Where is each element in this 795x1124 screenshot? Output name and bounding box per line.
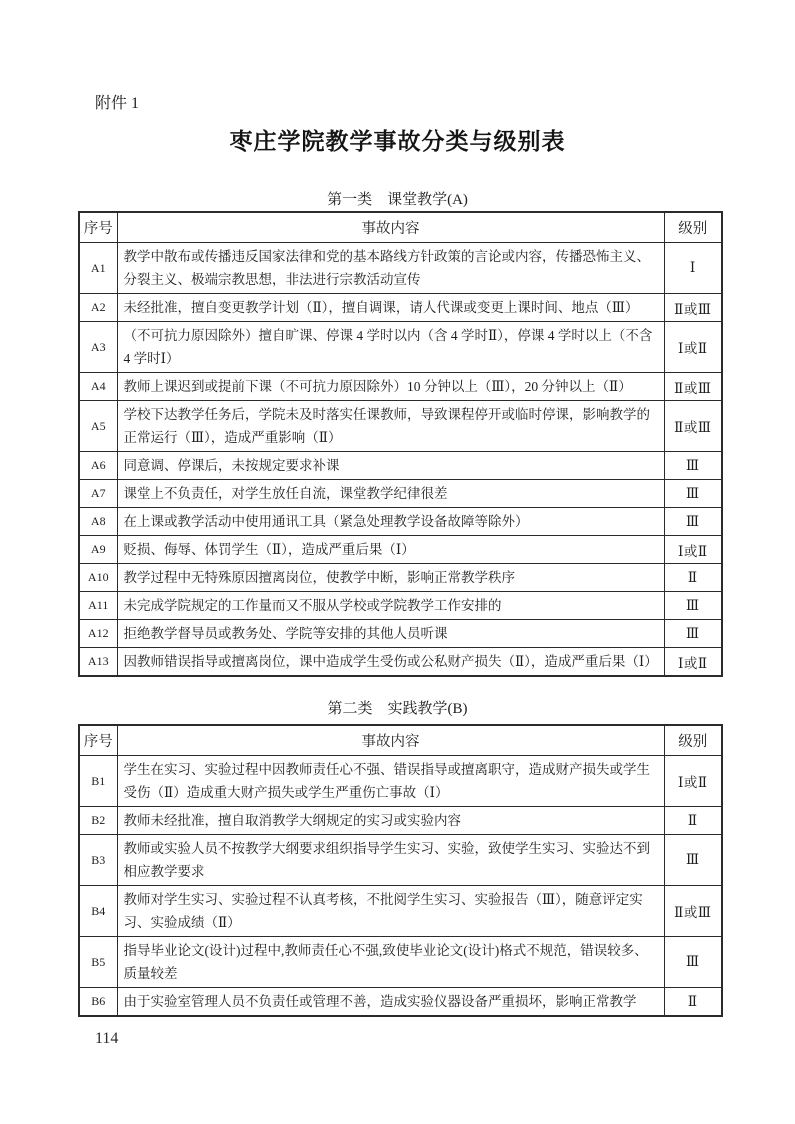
row-content: 同意调、停课后，未按规定要求补课: [117, 452, 664, 480]
row-id: B1: [79, 756, 117, 807]
row-id: B6: [79, 988, 117, 1017]
page-number: 114: [95, 1030, 119, 1047]
row-id: A5: [79, 401, 117, 452]
row-id: A9: [79, 536, 117, 564]
row-level: Ⅱ或Ⅲ: [664, 401, 722, 452]
row-id: A2: [79, 294, 117, 322]
header-seq-number: 序号: [79, 212, 117, 243]
row-content: 在上课或教学活动中使用通讯工具（紧急处理教学设备故障等除外）: [117, 508, 664, 536]
table-row: [79, 564, 722, 592]
table-row: [79, 886, 722, 937]
section-title-class-a: 第一类 课堂教学(A): [327, 192, 468, 208]
table-row: [79, 988, 722, 1017]
row-level: Ⅱ: [664, 988, 722, 1017]
table-header-row: [79, 725, 722, 756]
row-level: Ⅲ: [664, 480, 722, 508]
table-row: [79, 536, 722, 564]
row-level: Ⅰ或Ⅱ: [664, 322, 722, 373]
row-id: A13: [79, 648, 117, 677]
row-content: 指导毕业论文(设计)过程中,教师责任心不强,致使毕业论文(设计)格式不规范，错误较多、质量较差: [117, 937, 664, 988]
row-content: 教师或实验人员不按教学大纲要求组织指导学生实习、实验，致使学生实习、实验达不到相应教学要求: [117, 835, 664, 886]
row-content: 教师对学生实习、实验过程不认真考核，不批阅学生实习、实验报告（Ⅲ），随意评定实习、实验成绩（Ⅱ）: [117, 886, 664, 937]
row-id: A7: [79, 480, 117, 508]
row-content: 贬损、侮辱、体罚学生（Ⅱ），造成严重后果（Ⅰ）: [117, 536, 664, 564]
table-class-a: [78, 211, 723, 677]
row-id: A10: [79, 564, 117, 592]
row-level: Ⅱ或Ⅲ: [664, 886, 722, 937]
header-accident-content: 事故内容: [117, 725, 664, 756]
row-id: A4: [79, 373, 117, 401]
table-row: [79, 648, 722, 677]
table-row: [79, 937, 722, 988]
table-row: [79, 756, 722, 807]
row-level: Ⅲ: [664, 835, 722, 886]
row-level: Ⅲ: [664, 592, 722, 620]
header-level: 级别: [664, 725, 722, 756]
row-content: 拒绝教学督导员或教务处、学院等安排的其他人员听课: [117, 620, 664, 648]
table-row: [79, 620, 722, 648]
row-content: 学校下达教学任务后，学院未及时落实任课教师，导致课程停开或临时停课，影响教学的正常运行（Ⅲ），造成严重影响（Ⅱ）: [117, 401, 664, 452]
row-content: 由于实验室管理人员不负责任或管理不善，造成实验仪器设备严重损坏，影响正常教学: [117, 988, 664, 1017]
row-id: B4: [79, 886, 117, 937]
row-level: Ⅱ或Ⅲ: [664, 294, 722, 322]
table-row: [79, 508, 722, 536]
row-id: A8: [79, 508, 117, 536]
row-level: Ⅲ: [664, 937, 722, 988]
row-content: （不可抗力原因除外）擅自旷课、停课 4 学时以内（含 4 学时Ⅱ），停课 4 学时以上（不含 4 学时Ⅰ）: [117, 322, 664, 373]
row-content: 未完成学院规定的工作量而又不服从学校或学院教学工作安排的: [117, 592, 664, 620]
row-id: B5: [79, 937, 117, 988]
row-id: B3: [79, 835, 117, 886]
row-level: Ⅰ: [664, 243, 722, 294]
row-level: Ⅱ或Ⅲ: [664, 373, 722, 401]
table-row: [79, 322, 722, 373]
row-id: A11: [79, 592, 117, 620]
table-row: [79, 401, 722, 452]
row-content: 教师上课迟到或提前下课（不可抗力原因除外）10 分钟以上（Ⅲ），20 分钟以上（Ⅱ）: [117, 373, 664, 401]
table-row: [79, 294, 722, 322]
row-level: Ⅰ或Ⅱ: [664, 648, 722, 677]
row-id: A6: [79, 452, 117, 480]
row-level: Ⅲ: [664, 508, 722, 536]
row-level: Ⅰ或Ⅱ: [664, 536, 722, 564]
row-content: 因教师错误指导或擅离岗位，课中造成学生受伤或公私财产损失（Ⅱ），造成严重后果（Ⅰ）: [117, 648, 664, 677]
row-level: Ⅱ: [664, 807, 722, 835]
section-title-class-b: 第二类 实践教学(B): [327, 701, 468, 717]
table-class-b: [78, 724, 723, 1017]
row-content: 未经批准，擅自变更教学计划（Ⅱ），擅自调课，请人代课或变更上课时间、地点（Ⅲ）: [117, 294, 664, 322]
row-id: A1: [79, 243, 117, 294]
row-content: 课堂上不负责任，对学生放任自流，课堂教学纪律很差: [117, 480, 664, 508]
row-level: Ⅲ: [664, 452, 722, 480]
attachment-label: 附件 1: [95, 95, 140, 112]
table-row: [79, 480, 722, 508]
document-title: 枣庄学院教学事故分类与级别表: [229, 128, 566, 154]
header-seq-number: 序号: [79, 725, 117, 756]
table-row: [79, 243, 722, 294]
row-content: 教学过程中无特殊原因擅离岗位，使教学中断，影响正常教学秩序: [117, 564, 664, 592]
row-level: Ⅰ或Ⅱ: [664, 756, 722, 807]
header-level: 级别: [664, 212, 722, 243]
table-row: [79, 373, 722, 401]
row-id: A3: [79, 322, 117, 373]
row-level: Ⅲ: [664, 620, 722, 648]
row-id: B2: [79, 807, 117, 835]
table-row: [79, 452, 722, 480]
table-row: [79, 592, 722, 620]
table-row: [79, 807, 722, 835]
table-header-row: [79, 212, 722, 243]
row-content: 教学中散布或传播违反国家法律和党的基本路线方针政策的言论或内容，传播恐怖主义、分裂主义、极端宗教思想，非法进行宗教活动宣传: [117, 243, 664, 294]
row-content: 学生在实习、实验过程中因教师责任心不强、错误指导或擅离职守，造成财产损失或学生受伤（Ⅱ）造成重大财产损失或学生严重伤亡事故（Ⅰ）: [117, 756, 664, 807]
header-accident-content: 事故内容: [117, 212, 664, 243]
table-row: [79, 835, 722, 886]
row-level: Ⅱ: [664, 564, 722, 592]
row-id: A12: [79, 620, 117, 648]
row-content: 教师未经批准，擅自取消教学大纲规定的实习或实验内容: [117, 807, 664, 835]
